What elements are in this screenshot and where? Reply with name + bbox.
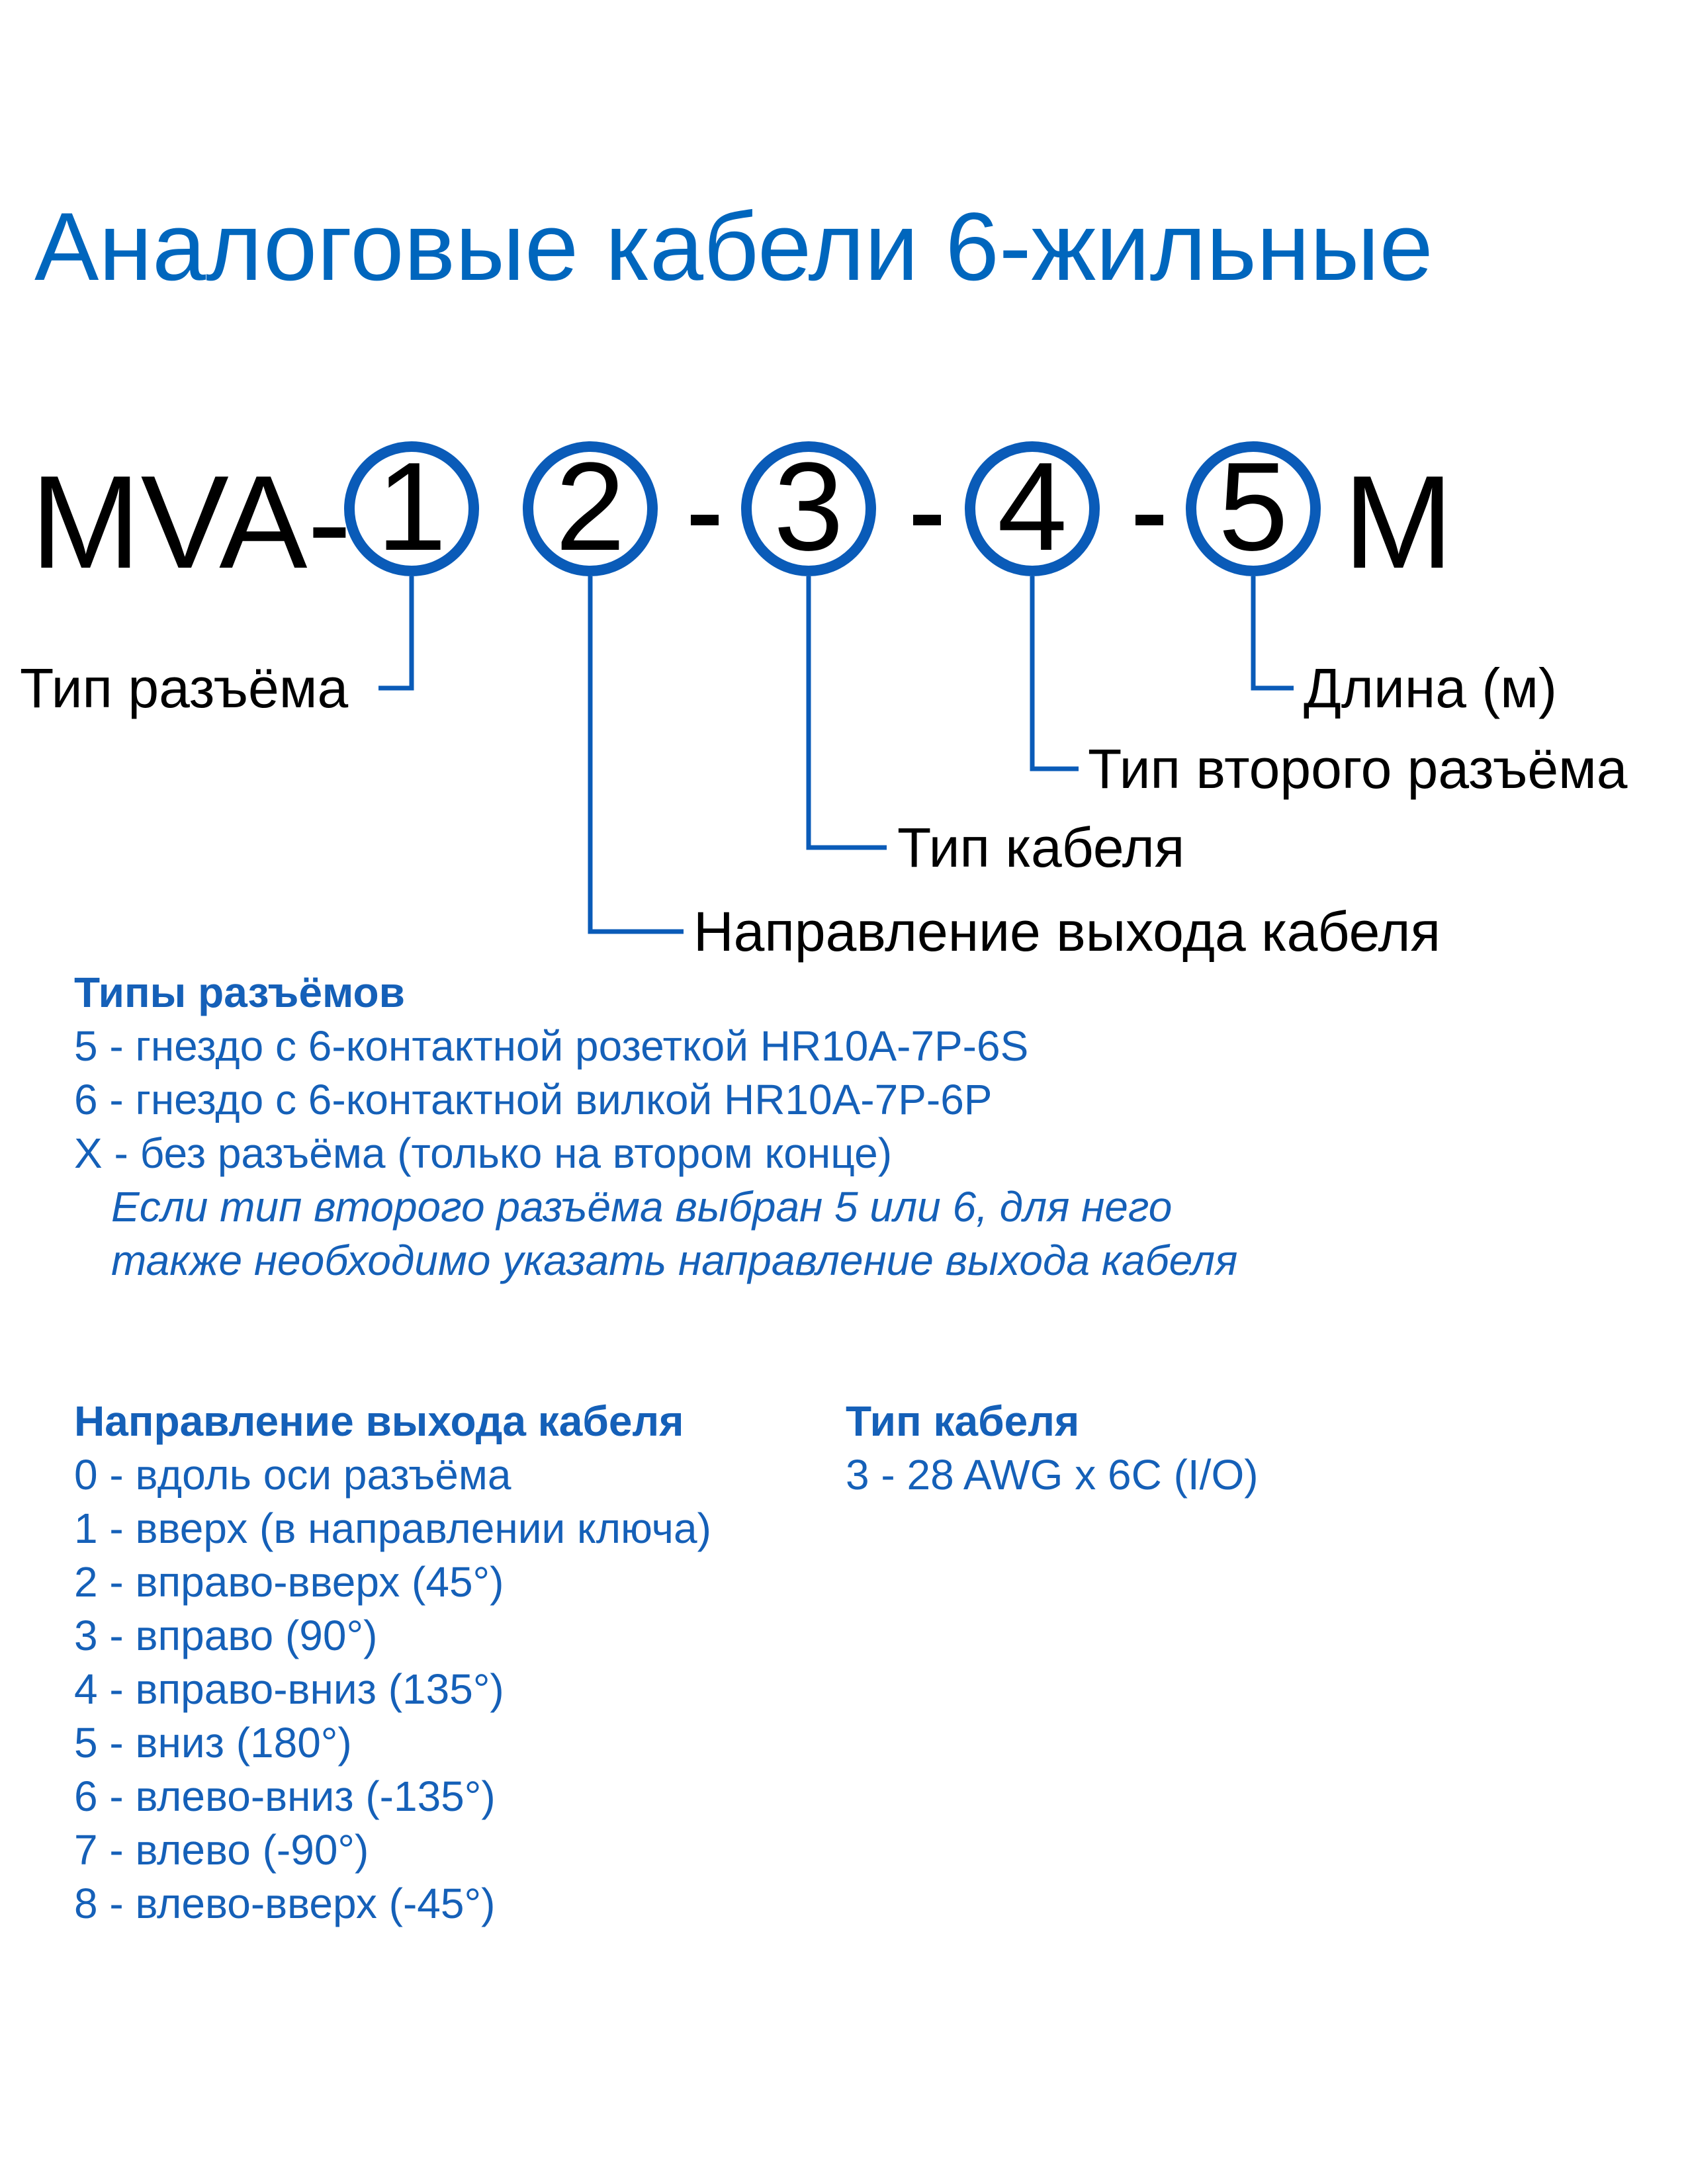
list-item: 6 - гнездо с 6-контактной вилкой HR10A-7P-6P bbox=[74, 1076, 993, 1123]
list-item: 5 - вниз (180°) bbox=[74, 1719, 352, 1767]
position-3-number: 3 bbox=[774, 437, 844, 577]
list-item: 2 - вправо-вверх (45°) bbox=[74, 1558, 504, 1606]
connector-types-heading: Типы разъёмов bbox=[74, 969, 405, 1016]
list-item: 5 - гнездо с 6-контактной розеткой HR10A-7P-6S bbox=[74, 1022, 1029, 1070]
cable-type-section bbox=[846, 1395, 1259, 1502]
leader-line-2 bbox=[590, 576, 684, 932]
cable-direction-heading: Направление выхода кабеля bbox=[74, 1397, 684, 1445]
label-length: Длина (м) bbox=[1304, 657, 1557, 719]
label-connector-type: Тип разъёма bbox=[20, 657, 349, 719]
leader-line-4 bbox=[1032, 576, 1079, 769]
label-cable-direction: Направление выхода кабеля bbox=[693, 900, 1441, 963]
position-4-number: 4 bbox=[997, 437, 1067, 577]
position-5-number: 5 bbox=[1218, 437, 1288, 577]
label-second-connector-type: Тип второго разъёма bbox=[1088, 738, 1628, 800]
list-item: 8 - влево-вверх (-45°) bbox=[74, 1880, 496, 1927]
page-title: Аналоговые кабели 6-жильные bbox=[34, 193, 1433, 300]
connector-note-line: Если тип второго разъёма выбран 5 или 6, для него bbox=[111, 1183, 1173, 1231]
list-item: 3 - вправо (90°) bbox=[74, 1612, 378, 1659]
leader-line-3 bbox=[809, 576, 887, 848]
leader-line-5 bbox=[1253, 576, 1294, 688]
list-item: X - без разъёма (только на втором конце) bbox=[74, 1129, 893, 1177]
code-prefix: MVA- bbox=[30, 449, 352, 596]
leader-line-1 bbox=[378, 576, 412, 688]
list-item: 3 - 28 AWG x 6C (I/O) bbox=[846, 1451, 1259, 1499]
position-1-number: 1 bbox=[377, 437, 447, 577]
position-2-number: 2 bbox=[555, 437, 625, 577]
code-suffix: M bbox=[1343, 449, 1454, 596]
label-cable-type: Тип кабеля bbox=[897, 816, 1185, 879]
connector-types-section bbox=[74, 966, 1237, 1288]
list-item: 4 - вправо-вниз (135°) bbox=[74, 1665, 504, 1713]
list-item: 6 - влево-вниз (-135°) bbox=[74, 1772, 496, 1820]
cable-direction-section bbox=[74, 1395, 711, 1931]
list-item: 0 - вдоль оси разъёма bbox=[74, 1451, 511, 1499]
list-item: 1 - вверх (в направлении ключа) bbox=[74, 1505, 711, 1552]
cable-type-heading: Тип кабеля bbox=[846, 1397, 1080, 1445]
list-item: 7 - влево (-90°) bbox=[74, 1826, 369, 1874]
connector-note-line: также необходимо указать направление выхода кабеля bbox=[111, 1237, 1238, 1284]
